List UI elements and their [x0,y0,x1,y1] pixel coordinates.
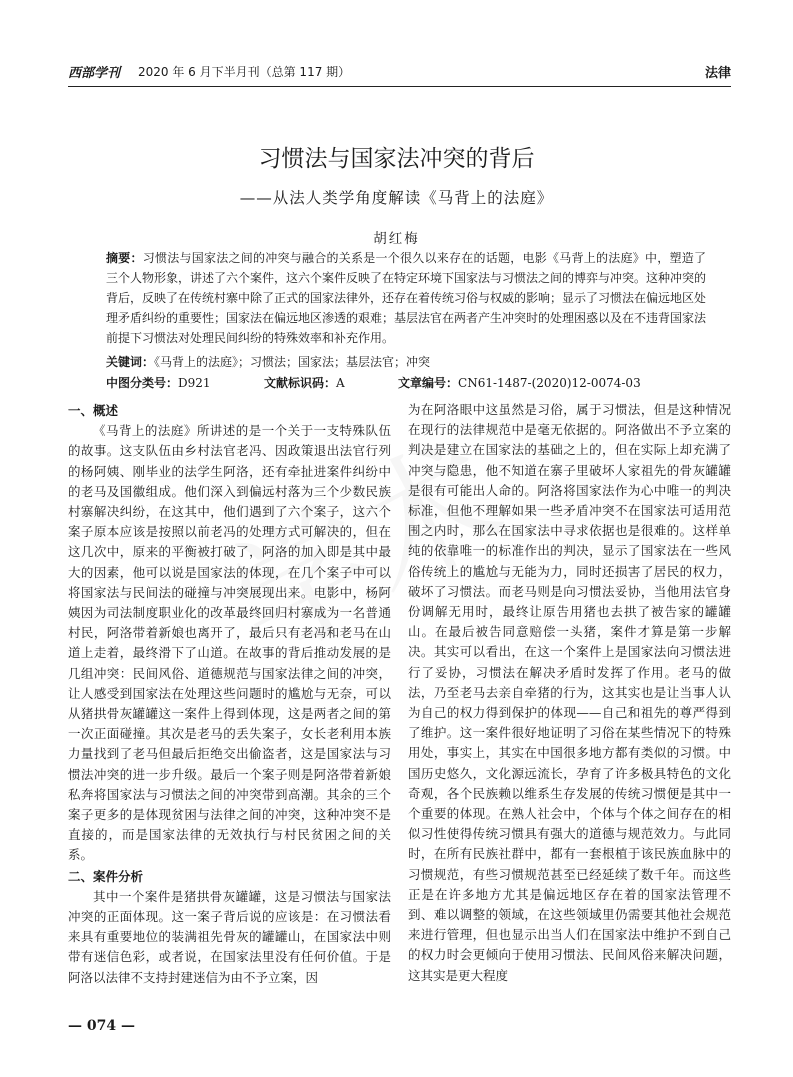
abstract-text: 习惯法与国家法之间的冲突与融合的关系是一个很久以来存在的话题，电影《马背上的法庭》中，塑造了三个人物形象，讲述了六个案件，这六个案件反映了在特定环境下国家法与习惯法之间的博弈与冲突。这种冲突的背后，反映了在传统村寨中除了正式的国家法律外，还存在着传统习俗与权威的影响；显示了习惯法在偏远地区处理矛盾纠纷的重要性；国家法在偏远地区渗透的艰难；基层法官在两者产生冲突时的处理困惑以及在不违背国家法前提下习惯法对处理民间纠纷的特殊效率和补充作用。 [106,251,707,345]
clc-label: 中图分类号： [106,376,179,390]
header-divider [68,86,731,87]
paragraph: 《马背上的法庭》所讲述的是一个关于一支特殊队伍的故事。这支队伍由乡村法官老冯、因政策退出法官行列的杨阿姨、刚毕业的法学生阿洛，还有牵扯进案件纠纷中的老马及国徽组成。他们深入到偏远村落为三个少数民族村寨解决纠纷，在这其中，他们遇到了六个案子，这六个案子原本应该是按照以前老冯的处理方式可解决的，但在这几次中，原来的平衡被打破了，阿洛的加入即是其中最大的因素，他可以说是国家法的体现，在几个案子中可以将国家法与民间法的碰撞与冲突展现出来。电影中，杨阿姨因为司法制度职业化的改革最终回归村寨成为一名普通村民，阿洛带着新娘也离开了，最后只有老冯和老马在山道上走着，最终滑下了山道。在故事的背后推动发展的是几组冲突：民间风俗、道德规范与国家法律之间的冲突，让人感受到国家法在处理这些问题时的尴尬与无奈，可以从猪拱骨灰罐罐这一案件上得到体现，这是两者之间的第一次正面碰撞。其次是老马的丢失案子，女长老利用本族力量找到了老马但最后拒绝交出偷盗者，这是国家法与习惯法冲突的进一步升级。最后一个案子则是阿洛带着新娘私奔将国家法与习惯法之间的冲突带到高潮。其余的三个案子更多的是体现贫困与法律之间的冲突，这种冲突不是直接的，而是国家法律的无效执行与村民贫困之间的关系。 [68,423,391,863]
article-number [398,373,641,393]
body-column-right [408,400,731,986]
section-heading-case-analysis: 二、案件分析 [68,868,144,884]
section-heading-overview: 一、概述 [68,403,119,418]
body-column-left [68,400,391,988]
article-author: 胡红梅 [373,231,420,247]
clc-code [106,373,211,393]
article-title: 习惯法与国家法冲突的背后 [258,146,535,172]
paragraph: 为在阿洛眼中这虽然是习俗，属于习惯法，但是这种情况在现行的法律规范中是毫无依据的。阿洛做出不予立案的判决是建立在国家法的基础之上的，但在实际上却充满了冲突与隐患，他不知道在寨子里破坏人家祖先的骨灰罐罐是很有可能出人命的。阿洛将国家法作为心中唯一的判决标准，但他不理解如果一些矛盾冲突不在国家法可适用范围之内时，那么在国家法中寻求依据也是很难的。这样单纯的依靠唯一的标准作出的判决，显示了国家法在一些风俗传统上的尴尬与无能为力，同时还损害了居民的权力，破坏了习惯法。而老马则是向习惯法妥协，当他用法官身份调解无用时，最终让原告用猪也去拱了被告家的罐罐山。在最后被告同意赔偿一头猪，案件才算是第一步解决。其实可以看出，在这一个案件上是国家法向习惯法进行了妥协，习惯法在解决矛盾时发挥了作用。老马的做法，乃至老马去亲自牵猪的行为，这其实也是让当事人认为自己的权力得到保护的体现——自己和祖先的尊严得到了维护。这一案件很好地证明了习俗在某些情况下的特殊用处，事实上，其实在中国很多地方都有类似的习惯。中国历史悠久，文化源远流长，孕育了许多极具特色的文化奇观，各个民族赖以维系生存发展的传统习惯便是其中一个重要的体现。在熟人社会中，个体与个体之间存在的相似习性使得传统习惯具有强大的道德与规范效力。与此同时，在所有民族社群中，都有一套根植于该民族血脉中的习惯规范，有些习惯规范甚至已经延续了数千年。而这些正是在许多地方尤其是偏远地区存在着的国家法管理不到、难以调整的领域，在这些领域里仍需要其他社会规范来进行管理，但也显示出当人们在国家法中维护不到自己的权力时会更倾向于使用习惯法、民间风俗来解决问题，这其实是更大程度 [408,402,731,983]
doc-code-value: A [336,376,345,390]
page-number: — 074 — [68,1018,135,1034]
issue-info: 2020 年 6 月下半月刊（总第 117 期） [138,65,351,79]
keywords [106,352,706,372]
section-tag: 法律 [704,66,731,81]
document-code [264,373,345,393]
article-no-label: 文章编号： [398,376,459,390]
abstract [106,248,706,348]
abstract-label: 摘要： [106,251,143,265]
journal-logo: 西部学刊 [68,66,121,81]
article-subtitle: ——从法人类学角度解读《马背上的法庭》 [239,189,554,207]
keywords-label: 关键词： [106,355,155,369]
clc-value: D921 [178,376,211,390]
doc-code-label: 文献标识码： [264,376,337,390]
page-header [68,60,731,84]
article-no-value: CN61-1487-(2020)12-0074-03 [458,376,641,390]
paragraph: 其中一个案件是猪拱骨灰罐罐，这是习惯法与国家法冲突的正面体现。这一案子背后说的应该是：在习惯法看来具有重要地位的装满祖先骨灰的罐罐山，在国家法中则带有迷信色彩，或者说，在国家法里没有任何价值。于是阿洛以法律不支持封建迷信为由不予立案，因 [68,888,391,985]
keywords-text: 《马背上的法庭》；习惯法；国家法；基层法官；冲突 [154,355,431,369]
